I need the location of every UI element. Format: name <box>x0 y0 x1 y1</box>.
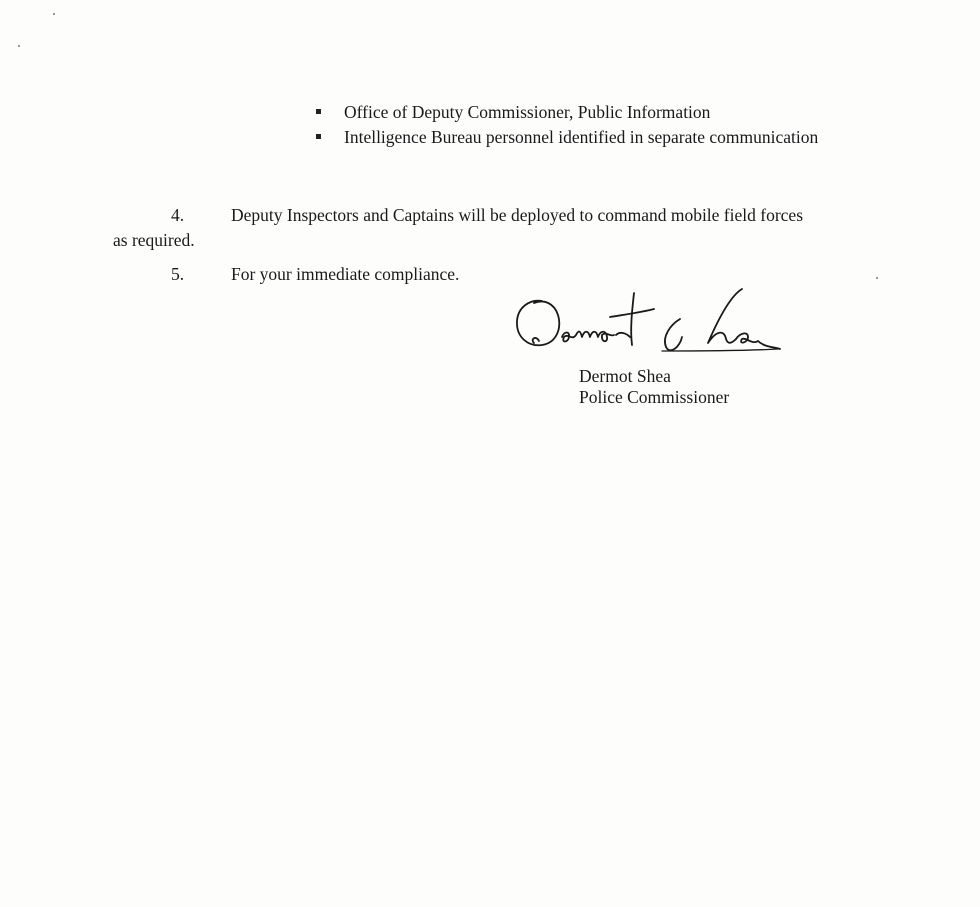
bullet-text: Intelligence Bureau personnel identified in separate communication <box>344 127 819 147</box>
paragraph-text-line: For your immediate compliance. <box>231 264 460 284</box>
paragraph-text-line: Deputy Inspectors and Captains will be deployed to command mobile field forces <box>231 205 804 225</box>
bullet-text: Office of Deputy Commissioner, Public Information <box>344 102 711 122</box>
handwritten-signature <box>512 285 782 370</box>
bullet-square-icon <box>316 109 321 114</box>
bullet-square-icon <box>316 134 321 139</box>
paragraph-text-line: as required. <box>113 230 195 250</box>
bullet-list <box>316 100 818 150</box>
bullet-item <box>316 100 818 125</box>
scan-speck <box>53 13 55 15</box>
signatory-title: Police Commissioner <box>579 387 730 407</box>
scan-speck <box>876 277 878 279</box>
paragraph-number: 5. <box>171 264 185 284</box>
signatory-name: Dermot Shea <box>579 366 671 386</box>
scan-speck <box>18 45 20 47</box>
paragraph-number: 4. <box>171 205 185 225</box>
signature-text: Dermot Shea <box>512 285 518 286</box>
bullet-item <box>316 125 818 150</box>
